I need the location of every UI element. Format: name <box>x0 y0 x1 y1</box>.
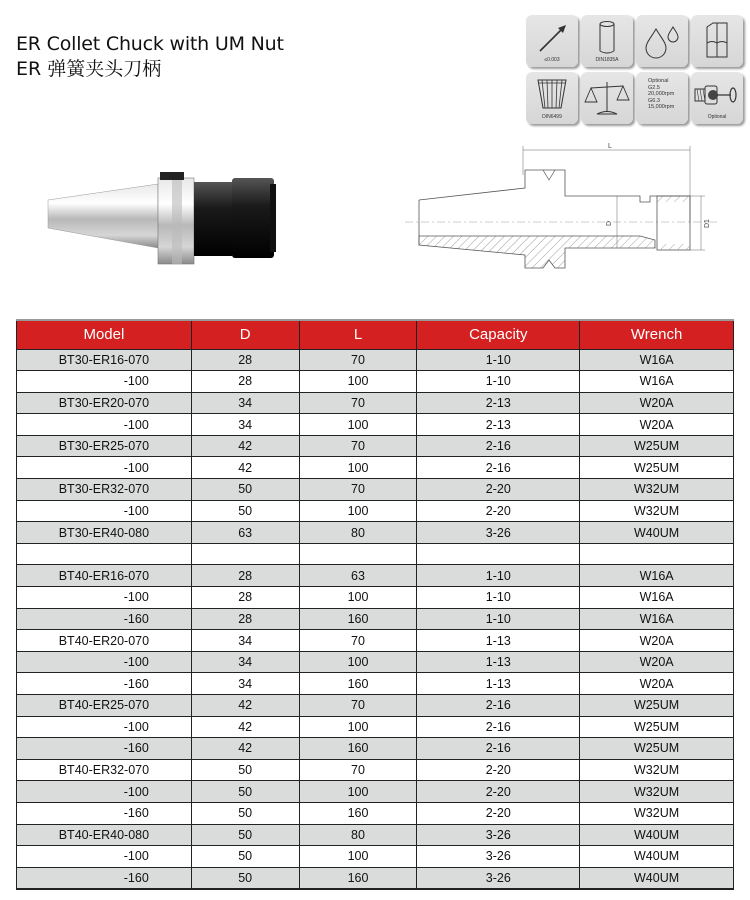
cell-wrench: W40UM <box>580 867 734 889</box>
cell-capacity: 1-10 <box>417 371 580 393</box>
cell-d: 34 <box>191 392 299 414</box>
cell-model: -100 <box>17 500 192 522</box>
cell-capacity: 3-26 <box>417 824 580 846</box>
column-header-d: D <box>191 320 299 349</box>
cell-d: 50 <box>191 781 299 803</box>
cell-capacity: 3-26 <box>417 867 580 889</box>
cell-model: BT30-ER16-070 <box>17 349 192 371</box>
cell-l: 160 <box>299 673 417 695</box>
table-row <box>17 479 734 501</box>
table-row <box>17 716 734 738</box>
cell-model: BT30-ER32-070 <box>17 479 192 501</box>
cell-model: -100 <box>17 414 192 436</box>
table-row <box>17 565 734 587</box>
cell-model: BT40-ER32-070 <box>17 759 192 781</box>
cell-d: 50 <box>191 802 299 824</box>
cell-model: -100 <box>17 716 192 738</box>
cell-capacity: 3-26 <box>417 522 580 544</box>
cell-wrench: W25UM <box>580 695 734 717</box>
cell-wrench: W20A <box>580 392 734 414</box>
table-row <box>17 802 734 824</box>
cell-wrench: W32UM <box>580 759 734 781</box>
cylinder-shank-icon: DIN1835A <box>581 15 633 67</box>
page-subtitle-chinese: ER 弹簧夹头刀柄 <box>16 58 162 80</box>
cell-l: 160 <box>299 608 417 630</box>
table-row <box>17 824 734 846</box>
cell-model: -160 <box>17 608 192 630</box>
cell-d: 63 <box>191 522 299 544</box>
cell-model: -100 <box>17 587 192 609</box>
cell-l: 70 <box>299 435 417 457</box>
table-row <box>17 522 734 544</box>
cell-model: -160 <box>17 673 192 695</box>
cell-d: 50 <box>191 846 299 868</box>
retention-knob-icon: Optional <box>691 72 743 124</box>
title-block <box>16 33 284 82</box>
svg-text:L: L <box>608 143 612 150</box>
cell-wrench: W20A <box>580 673 734 695</box>
cell-wrench: W20A <box>580 630 734 652</box>
hardened-block-icon <box>691 15 743 67</box>
cell-capacity: 2-16 <box>417 695 580 717</box>
cell-l: 100 <box>299 500 417 522</box>
cell-model: -100 <box>17 371 192 393</box>
cell-wrench: W20A <box>580 651 734 673</box>
cell-d: 50 <box>191 867 299 889</box>
svg-text:D: D <box>606 220 613 226</box>
table-row <box>17 673 734 695</box>
cell-d: 42 <box>191 716 299 738</box>
table-row <box>17 392 734 414</box>
cell-capacity: 1-10 <box>417 565 580 587</box>
cell-capacity: 1-10 <box>417 608 580 630</box>
cell-wrench: W32UM <box>580 500 734 522</box>
cell-wrench: W25UM <box>580 738 734 760</box>
table-row <box>17 457 734 479</box>
cell-l: 100 <box>299 716 417 738</box>
svg-text:D1: D1 <box>704 219 711 228</box>
cell-l <box>299 543 417 565</box>
cell-capacity: 3-26 <box>417 846 580 868</box>
balance-grade-text-tile: Optional G2.5 20,000rpm G6.3 15,000rpm <box>636 72 688 124</box>
cell-model: BT30-ER40-080 <box>17 522 192 544</box>
cell-l: 160 <box>299 867 417 889</box>
cell-l: 100 <box>299 781 417 803</box>
cell-capacity: 1-13 <box>417 630 580 652</box>
cell-capacity: 2-20 <box>417 759 580 781</box>
cell-wrench: W16A <box>580 608 734 630</box>
table-row <box>17 349 734 371</box>
feature-icon-grid <box>526 15 750 127</box>
cell-wrench <box>580 543 734 565</box>
page-title: ER Collet Chuck with UM Nut <box>16 33 284 55</box>
spec-table <box>16 319 734 890</box>
cell-capacity: 2-20 <box>417 500 580 522</box>
cell-l: 70 <box>299 392 417 414</box>
cell-l: 160 <box>299 802 417 824</box>
table-row <box>17 867 734 889</box>
cell-capacity: 2-16 <box>417 716 580 738</box>
cell-d: 28 <box>191 565 299 587</box>
cell-capacity: 1-13 <box>417 651 580 673</box>
table-row <box>17 695 734 717</box>
table-body <box>17 349 734 889</box>
cell-wrench: W40UM <box>580 824 734 846</box>
cell-l: 70 <box>299 479 417 501</box>
cell-d: 42 <box>191 695 299 717</box>
technical-drawing <box>405 140 725 280</box>
cell-model: -100 <box>17 846 192 868</box>
column-header-l: L <box>299 320 417 349</box>
column-header-capacity: Capacity <box>417 320 580 349</box>
balance-scale-icon <box>581 72 633 124</box>
cell-capacity: 1-10 <box>417 349 580 371</box>
cell-d: 34 <box>191 630 299 652</box>
table-row <box>17 630 734 652</box>
cell-d: 50 <box>191 759 299 781</box>
table-row <box>17 846 734 868</box>
cell-model: -100 <box>17 781 192 803</box>
cell-capacity: 2-16 <box>417 738 580 760</box>
cell-capacity: 2-16 <box>417 435 580 457</box>
cell-l: 160 <box>299 738 417 760</box>
cell-d: 34 <box>191 673 299 695</box>
cell-l: 100 <box>299 457 417 479</box>
cell-d: 50 <box>191 479 299 501</box>
table-row <box>17 781 734 803</box>
cell-d <box>191 543 299 565</box>
cell-l: 70 <box>299 349 417 371</box>
cell-model: BT40-ER40-080 <box>17 824 192 846</box>
cell-wrench: W20A <box>580 414 734 436</box>
cell-model: BT40-ER20-070 <box>17 630 192 652</box>
cell-model: -100 <box>17 651 192 673</box>
cell-d: 28 <box>191 608 299 630</box>
cell-l: 70 <box>299 759 417 781</box>
cell-l: 80 <box>299 824 417 846</box>
table-row <box>17 414 734 436</box>
cell-l: 100 <box>299 414 417 436</box>
cell-wrench: W16A <box>580 587 734 609</box>
cell-d: 28 <box>191 587 299 609</box>
cell-model <box>17 543 192 565</box>
cell-capacity <box>417 543 580 565</box>
table-row <box>17 543 734 565</box>
cell-capacity: 1-10 <box>417 587 580 609</box>
cell-l: 70 <box>299 630 417 652</box>
cell-model: -160 <box>17 738 192 760</box>
cell-wrench: W40UM <box>580 846 734 868</box>
cell-wrench: W16A <box>580 349 734 371</box>
table-row <box>17 371 734 393</box>
cell-model: BT30-ER25-070 <box>17 435 192 457</box>
table-row <box>17 608 734 630</box>
collet-icon: DIN6499 <box>526 72 578 124</box>
cell-wrench: W25UM <box>580 457 734 479</box>
cell-d: 42 <box>191 435 299 457</box>
cell-l: 100 <box>299 846 417 868</box>
cell-l: 100 <box>299 371 417 393</box>
cell-d: 50 <box>191 824 299 846</box>
cell-l: 80 <box>299 522 417 544</box>
cell-model: BT40-ER16-070 <box>17 565 192 587</box>
cell-capacity: 2-13 <box>417 392 580 414</box>
column-header-wrench: Wrench <box>580 320 734 349</box>
cell-wrench: W25UM <box>580 435 734 457</box>
table-row <box>17 759 734 781</box>
column-header-model: Model <box>17 320 192 349</box>
cell-l: 63 <box>299 565 417 587</box>
cell-capacity: 2-13 <box>417 414 580 436</box>
cell-wrench: W40UM <box>580 522 734 544</box>
coolant-drops-icon <box>636 15 688 67</box>
cell-d: 42 <box>191 738 299 760</box>
product-photo <box>40 160 280 280</box>
cell-capacity: 2-20 <box>417 781 580 803</box>
cell-d: 34 <box>191 414 299 436</box>
cell-model: -160 <box>17 802 192 824</box>
cell-wrench: W25UM <box>580 716 734 738</box>
cell-capacity: 2-20 <box>417 802 580 824</box>
cell-model: BT40-ER25-070 <box>17 695 192 717</box>
table-row <box>17 738 734 760</box>
cell-capacity: 1-13 <box>417 673 580 695</box>
cell-wrench: W16A <box>580 371 734 393</box>
cell-model: BT30-ER20-070 <box>17 392 192 414</box>
cell-d: 28 <box>191 349 299 371</box>
cell-model: -100 <box>17 457 192 479</box>
cell-wrench: W32UM <box>580 479 734 501</box>
cell-d: 42 <box>191 457 299 479</box>
cell-l: 100 <box>299 651 417 673</box>
cell-capacity: 2-16 <box>417 457 580 479</box>
cell-wrench: W32UM <box>580 802 734 824</box>
cell-d: 50 <box>191 500 299 522</box>
cell-d: 28 <box>191 371 299 393</box>
table-row <box>17 651 734 673</box>
cell-wrench: W32UM <box>580 781 734 803</box>
cell-l: 70 <box>299 695 417 717</box>
cell-model: -160 <box>17 867 192 889</box>
runout-arrow-icon: ≤0.003 <box>526 15 578 67</box>
table-header-row <box>17 320 734 349</box>
cell-capacity: 2-20 <box>417 479 580 501</box>
table-row <box>17 435 734 457</box>
cell-wrench: W16A <box>580 565 734 587</box>
table-row <box>17 500 734 522</box>
cell-l: 100 <box>299 587 417 609</box>
cell-d: 34 <box>191 651 299 673</box>
table-row <box>17 587 734 609</box>
